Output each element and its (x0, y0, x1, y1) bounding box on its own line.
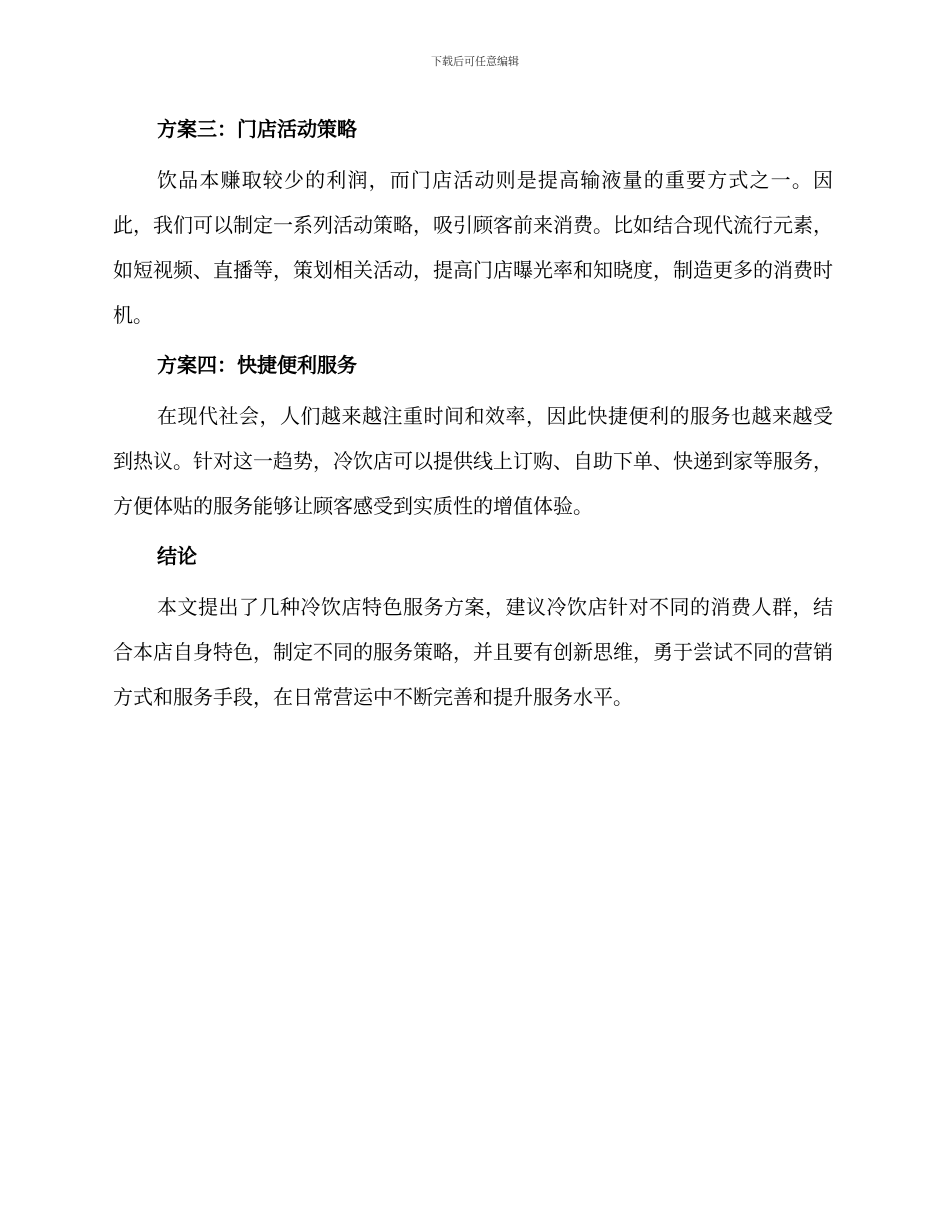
section-heading-plan-four: 方案四：快捷便利服务 (157, 353, 357, 377)
section-heading-conclusion: 结论 (157, 544, 197, 568)
section-paragraph-plan-three: 饮品本赚取较少的利润，而门店活动则是提高输液量的重要方式之一。因此，我们可以制定一系列活动策略，吸引顾客前来消费。比如结合现代流行元素，如短视频、直播等，策划相关活动，提高门店曝光率和知晓度，制造更多的消费时机。 (113, 168, 833, 327)
document-body (113, 114, 833, 720)
section-heading-plan-three: 方案三：门店活动策略 (157, 117, 357, 141)
page-header-note: 下载后可任意编辑 (431, 55, 519, 68)
section-paragraph-conclusion: 本文提出了几种冷饮店特色服务方案，建议冷饮店针对不同的消费人群，结合本店自身特色，制定不同的服务策略，并且要有创新思维，勇于尝试不同的营销方式和服务手段，在日常营运中不断完善和提升服务水平。 (113, 595, 833, 709)
section-paragraph-plan-four: 在现代社会，人们越来越注重时间和效率，因此快捷便利的服务也越来越受到热议。针对这一趋势，冷饮店可以提供线上订购、自助下单、快递到家等服务，方便体贴的服务能够让顾客感受到实质性的增值体验。 (113, 404, 833, 518)
